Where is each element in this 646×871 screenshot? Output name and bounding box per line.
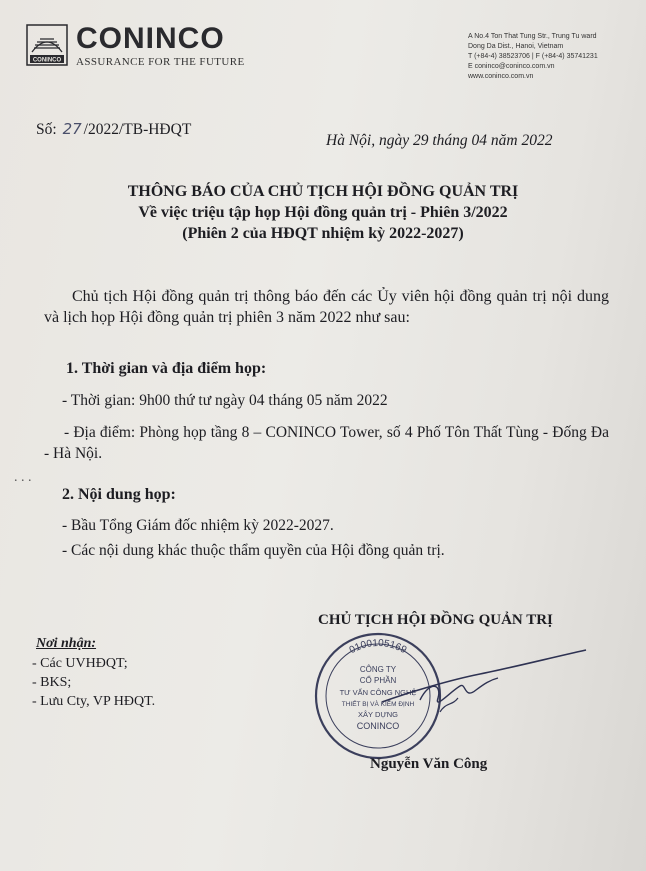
section-time-place-heading: 1. Thời gian và địa điểm họp: xyxy=(66,360,267,377)
recipient-item: - Lưu Cty, VP HĐQT. xyxy=(32,694,156,709)
seal-line: XÂY DỰNG xyxy=(357,710,399,719)
section-content-heading: 2. Nội dung họp: xyxy=(62,486,176,503)
seal-line: THIẾT BỊ VÀ KIỂM ĐỊNH xyxy=(341,701,415,708)
company-contact xyxy=(468,32,638,82)
intro-paragraph: Chủ tịch Hội đồng quản trị thông báo đến các Ủy viên hội đồng quản trị nội dung và lịch họp Hội đồng quản trị phiên 3 năm 2022 như sau: xyxy=(44,288,609,326)
recipient-item: - Các UVHĐQT; xyxy=(32,656,128,671)
agenda-item-1: - Bầu Tổng Giám đốc nhiệm kỳ 2022-2027. xyxy=(62,517,334,534)
contact-address-2: Dong Da Dist., Hanoi, Vietnam xyxy=(468,43,564,50)
doc-number-suffix: /2022/TB-HĐQT xyxy=(83,121,192,138)
recipients-title: Nơi nhận: xyxy=(36,636,97,651)
seal-tax-code: 0100105169 xyxy=(347,637,409,657)
meeting-time: - Thời gian: 9h00 thứ tư ngày 04 tháng 05 năm 2022 xyxy=(62,392,388,409)
document-number xyxy=(36,120,191,139)
company-name: CONINCO xyxy=(76,22,225,55)
svg-text:CONINCO: CONINCO xyxy=(32,57,62,64)
seal-line: CỔ PHẦN xyxy=(359,676,397,685)
scan-marks: . . . xyxy=(14,470,32,485)
seal-line: CÔNG TY xyxy=(359,665,397,674)
contact-phone: T (+84-4) 38523706 | F (+84-4) 35741231 xyxy=(468,53,598,60)
contact-address-1: A No.4 Ton That Tung Str., Trung Tu ward xyxy=(468,33,597,40)
document-date: Hà Nội, ngày 29 tháng 04 năm 2022 xyxy=(326,132,553,149)
company-tagline: ASSURANCE FOR THE FUTURE xyxy=(76,56,245,68)
document-session: (Phiên 2 của HĐQT nhiệm kỳ 2022-2027) xyxy=(182,225,464,242)
contact-email: E coninco@coninco.com.vn xyxy=(468,63,555,70)
contact-website: www.coninco.com.vn xyxy=(468,73,534,80)
doc-number-prefix: Số: xyxy=(36,121,57,138)
agenda-item-2: - Các nội dung khác thuộc thẩm quyền của Hội đồng quản trị. xyxy=(62,542,445,559)
seal-line: TƯ VẤN CÔNG NGHỆ xyxy=(339,688,417,697)
document-subject: Về việc triệu tập họp Hội đồng quản trị - Phiên 3/2022 xyxy=(138,204,508,221)
doc-number-handwritten: 27 xyxy=(62,120,82,138)
signature-title: CHỦ TỊCH HỘI ĐỒNG QUẢN TRỊ xyxy=(318,612,553,628)
handwritten-signature xyxy=(380,640,590,720)
meeting-place: - Địa điểm: Phòng họp tầng 8 – CONINCO Tower, số 4 Phố Tôn Thất Tùng - Đống Đa - Hà Nội. xyxy=(44,424,609,462)
company-logo-mark xyxy=(26,24,68,66)
seal-line: CONINCO xyxy=(356,721,400,731)
signer-name: Nguyễn Văn Công xyxy=(370,756,488,772)
recipient-item: - BKS; xyxy=(32,675,72,690)
document-title: THÔNG BÁO CỦA CHỦ TỊCH HỘI ĐỒNG QUẢN TRỊ xyxy=(127,183,519,200)
